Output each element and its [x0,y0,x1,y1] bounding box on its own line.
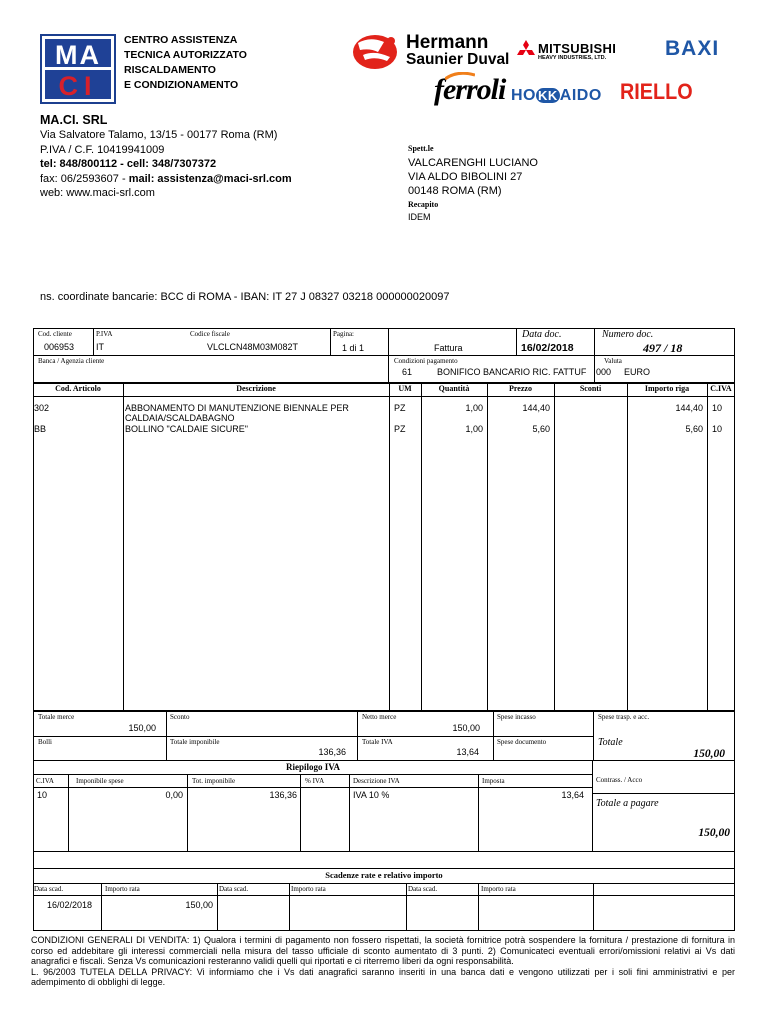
scad-amount-label: Importo rata [105,885,140,893]
recipient-name: VALCARENGHI LUCIANO [408,157,538,169]
totale-value: 150,00 [693,748,725,760]
brand-hermann [406,34,509,68]
riepilogo-title: Riepilogo IVA [285,762,341,772]
row-qty: 1,00 [465,403,483,413]
saunier-duval-name: Saunier Duval [406,51,510,68]
scadenze-title: Scadenze rate e relativo importo [325,870,443,880]
scad-date-label: Data scad. [408,885,438,893]
scad-date-label: Data scad. [219,885,249,893]
privacy-notice: L. 96/2003 TUTELA DELLA PRIVACY: Vi informiamo che i Vs dati anagrafici saranno inseriti in una banca dati e vengono utilizzati per i soli fini amministrativi e per adempimento di obblighi di legge. [31,966,735,988]
bolli-label: Bolli [38,738,53,746]
center-line: TECNICA AUTORIZZATO [124,49,247,61]
valuta-code: 000 [596,367,612,377]
brand-mitsubishi [538,42,616,62]
sconto-label: Sconto [170,713,190,721]
recipient-label: Spett.le [408,144,434,153]
scad-amount: 150,00 [185,900,213,910]
riep-descrizione: IVA 10 % [353,790,390,800]
recipient-block [408,142,538,223]
col-um: UM [398,384,412,393]
scad-date-label: Data scad. [34,885,64,893]
hokkaido-part: AIDO [559,87,602,104]
recapito-value: IDEM [408,212,431,222]
col-quantita: Quantità [438,384,470,393]
svg-text:MA: MA [55,40,101,70]
totale-merce-label: Totale merce [38,713,75,721]
col-importo-riga: Importo riga [644,384,690,393]
company-address: Via Salvatore Talamo, 13/15 - 00177 Roma (RM) [40,129,278,141]
maci-logo-icon [42,36,114,102]
brand-riello: RIELLO [620,79,693,104]
banca-label: Banca / Agenzia cliente [38,357,105,365]
hermann-name: Hermann [406,32,489,53]
brand-logos [348,28,768,112]
numero-doc-label: Numero doc. [602,329,654,340]
ferroli-accent-icon [445,72,475,80]
company-tel: tel: 848/800112 - cell: 348/7307372 [40,158,217,170]
riep-col-imposta: Imposta [482,777,505,785]
center-line: RISCALDAMENTO [124,64,216,76]
col-prezzo: Prezzo [509,384,532,393]
bank-coordinates: ns. coordinate bancarie: BCC di ROMA - IBAN: IT 27 J 08327 03218 000000020097 [40,291,450,303]
row-qty: 1,00 [465,424,483,434]
data-doc-label: Data doc. [522,329,562,340]
spese-incasso-label: Spese incasso [497,713,536,721]
row-desc: ABBONAMENTO DI MANUTENZIONE BIENNALE PER [125,403,349,413]
netto-merce-label: Netto merce [362,713,397,721]
spese-trasp-label: Spese trasp. e acc. [598,713,650,721]
footer-conditions [31,935,735,988]
row-desc: CALDAIA/SCALDABAGNO [125,413,235,423]
center-line: E CONDIZIONAMENTO [124,79,239,91]
col-sconti: Sconti [579,384,602,393]
riep-col-tot-imponibile: Tot. imponibile [192,777,236,785]
company-web: web: www.maci-srl.com [40,187,155,199]
center-description [124,33,247,93]
brand-baxi: BAXI [665,37,720,60]
scad-amount-label: Importo rata [291,885,326,893]
col-cod-articolo: Cod. Articolo [55,384,101,393]
row-cod: BB [34,424,47,434]
riep-tot-imponibile: 136,36 [269,790,297,800]
totale-label: Totale [598,737,623,748]
mitsubishi-diamonds-icon [515,40,537,60]
piva-value: IT [96,342,104,352]
cod-cliente: 006953 [44,342,75,352]
company-vat: P.IVA / C.F. 10419941009 [40,143,165,156]
row-um: PZ [394,403,406,413]
pagina-value: 1 di 1 [342,343,365,353]
center-line: CENTRO ASSISTENZA [124,34,238,46]
hermann-bird-icon [350,28,404,72]
condizioni-label: Condizioni pagamento [394,357,458,365]
netto-merce: 150,00 [452,723,480,733]
row-price: 5,60 [532,424,550,434]
brand-ferroli: ferroli [434,73,506,106]
company-fax: fax: 06/2593607 - [40,172,129,185]
company-info [40,112,292,201]
totale-pagare-label: Totale a pagare [596,798,659,809]
numero-doc: 497 / 18 [643,341,683,355]
scad-amount-label: Importo rata [481,885,516,893]
riep-imponibile-spese: 0,00 [165,790,183,800]
col-civa: C.IVA [710,384,732,393]
mitsubishi-sub: HEAVY INDUSTRIES, LTD. [538,55,607,61]
hokkaido-part: HO [511,87,536,104]
row-cod: 302 [34,403,50,413]
pagina-label: Pagina: [333,330,354,338]
valuta-value: EURO [624,367,651,377]
spese-documento-label: Spese documento [497,738,547,746]
scad-date: 16/02/2018 [47,900,93,910]
totale-imponibile: 136,36 [318,747,346,757]
recipient-street: VIA ALDO BIBOLINI 27 [408,171,523,183]
company-fax-mail [40,172,292,187]
company-mail: mail: assistenza@maci-srl.com [128,172,292,185]
company-logo [40,34,116,104]
company-name: MA.CI. SRL [40,113,108,127]
row-civa: 10 [712,424,723,434]
riep-imposta: 13,64 [561,790,584,800]
valuta-label: Valuta [604,357,622,365]
condizioni-value: BONIFICO BANCARIO RIC. FATTUF [437,367,587,377]
riep-col-civa: C.IVA [36,777,54,785]
general-conditions: CONDIZIONI GENERALI DI VENDITA: 1) Qualora i termini di pagamento non fossero rispettati, la società fornitrice potrà sospendere la fornitura / prestazione di fornitura in corso ed addebitare gli interessi commerciali nella misura del tasso ufficiale di sconto aumentato di 3 punti. 2) Comunicateci eventuali errori/omissioni relativi ai Vs dati anagrafici e fiscali. Senza Vs comunicazioni resteranno validi quelli qui riportati e ci riterremo liberi da ogni responsabilità. [31,935,735,967]
contrassegno-label: Contrass. / Acco [596,776,643,784]
mitsubishi-name: MITSUBISHI [538,41,617,56]
recapito-label: Recapito [408,200,439,209]
totale-pagare: 150,00 [698,827,730,839]
recipient-city: 00148 ROMA (RM) [408,185,502,197]
riep-col-pct-iva: % IVA [305,777,325,785]
condizioni-code: 61 [402,367,413,377]
row-um: PZ [394,424,406,434]
riep-col-imponibile-spese: Imponibile spese [76,777,124,785]
doc-type: Fattura [434,343,463,353]
totale-merce: 150,00 [128,723,156,733]
row-desc: BOLLINO "CALDAIE SICURE" [125,424,248,434]
cod-cliente-label: Cod. cliente [38,330,72,338]
piva-label: P.IVA [96,330,113,338]
cf-label: Codice fiscale [190,330,230,338]
row-importo: 144,40 [675,403,703,413]
totale-iva-label: Totale IVA [362,738,393,746]
riep-civa: 10 [37,790,48,800]
hokkaido-kk: KK [538,88,558,103]
cf-value: VLCLCN48M03M082T [207,342,299,352]
row-price: 144,40 [522,403,550,413]
brand-hokkaido [511,87,602,105]
totale-imponibile-label: Totale imponibile [170,738,220,746]
row-civa: 10 [712,403,723,413]
data-doc: 16/02/2018 [521,342,574,354]
riep-col-descrizione-iva: Descrizione IVA [353,777,400,785]
row-importo: 5,60 [685,424,703,434]
col-descrizione: Descrizione [236,384,276,393]
totale-iva: 13,64 [456,747,479,757]
svg-text:CI: CI [58,71,98,101]
